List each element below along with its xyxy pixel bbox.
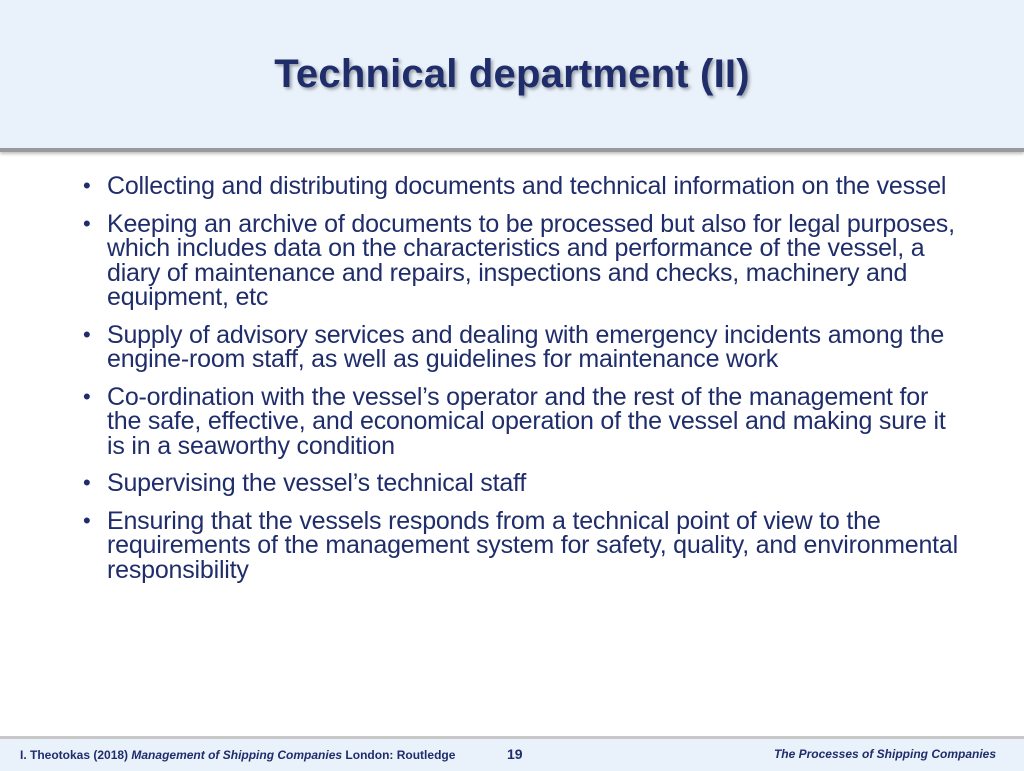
bullet-list: [80, 174, 960, 582]
bullet-text: Supply of advisory services and dealing with emergency incidents among the engine-room staff, as well as guidelines for maintenance work: [107, 320, 945, 373]
bullet-item: [80, 382, 960, 460]
section-title: The Processes of Shipping Companies: [773, 747, 996, 761]
bullet-item: [80, 174, 960, 199]
bullet-dot-icon: •: [83, 321, 91, 347]
slide-title: Technical department (II): [274, 52, 750, 96]
bullet-text: Keeping an archive of documents to be processed but also for legal purposes, which includes data on the characteristics and performance of the vessel, a diary of maintenance and repairs, inspections and checks, machinery and equipment, etc: [107, 209, 955, 311]
citation-publisher: London: Routledge: [345, 748, 456, 762]
bullet-item: [80, 471, 960, 496]
bullet-dot-icon: •: [83, 470, 91, 495]
slide-content: [80, 174, 960, 595]
bullet-dot-icon: •: [83, 383, 91, 409]
bullet-item: [80, 209, 960, 311]
bullet-text: Collecting and distributing documents and technical information on the vessel: [107, 172, 947, 200]
citation: [20, 748, 455, 762]
bullet-dot-icon: •: [83, 507, 91, 533]
slide-header: [0, 0, 1024, 152]
bullet-dot-icon: •: [83, 210, 91, 236]
slide-footer: [0, 736, 1024, 771]
bullet-item: [80, 506, 960, 584]
citation-author: I. Theotokas (2018): [20, 748, 129, 762]
bullet-item: [80, 320, 960, 373]
bullet-text: Ensuring that the vessels responds from a technical point of view to the requirements of the management system for safety, quality, and environmental responsibility: [107, 506, 958, 584]
bullet-text: Co-ordination with the vessel’s operator and the rest of the management for the safe, effective, and economical operation of the vessel and making sure it is in a seaworthy condition: [107, 382, 946, 460]
bullet-text: Supervising the vessel’s technical staff: [107, 469, 527, 497]
bullet-dot-icon: •: [83, 173, 91, 198]
citation-book-title: Management of Shipping Companies: [131, 748, 343, 762]
page-number: 19: [507, 746, 523, 762]
